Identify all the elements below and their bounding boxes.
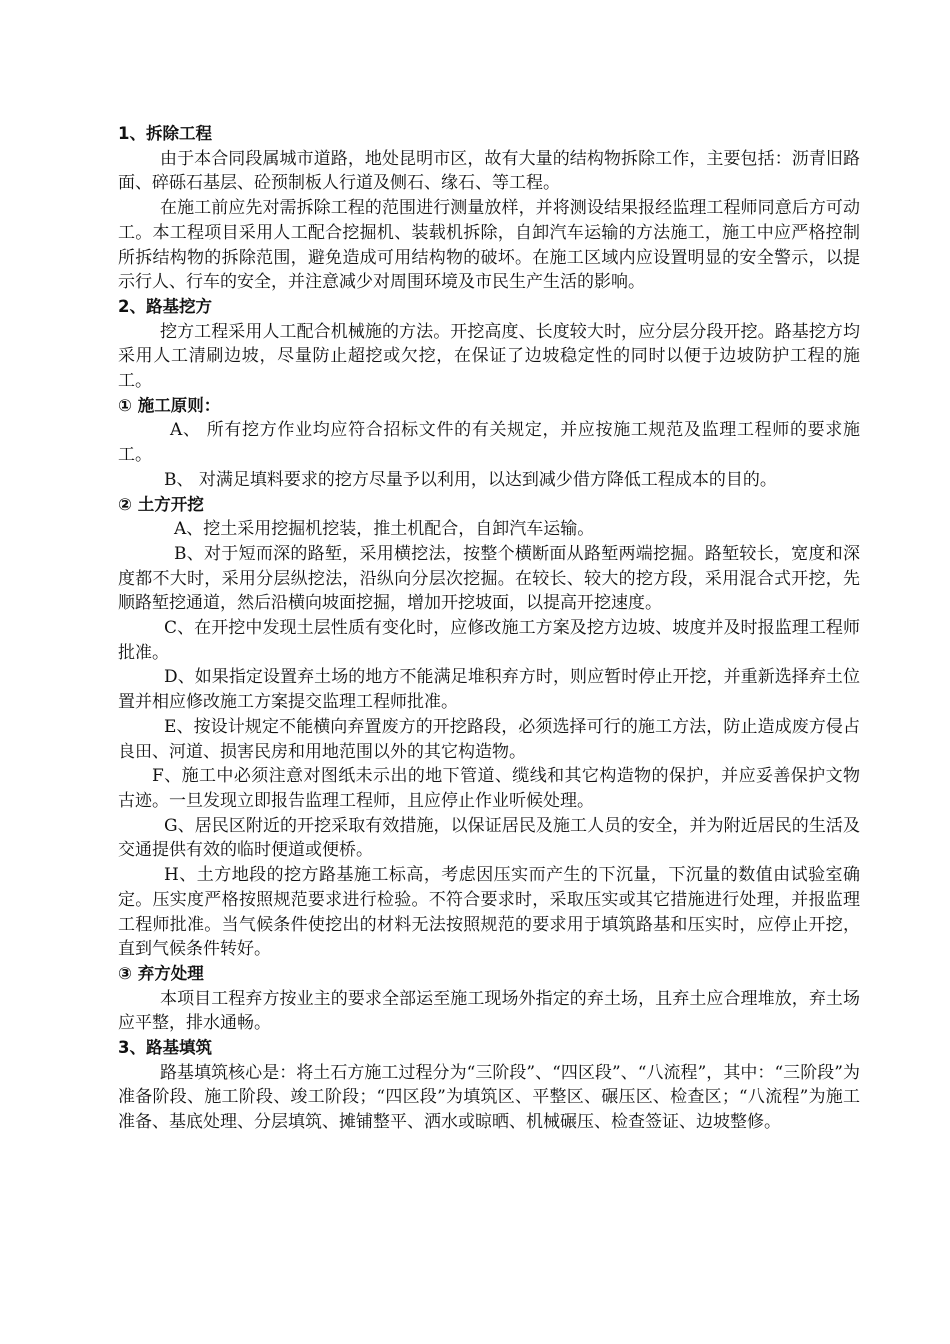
list-item: F、施工中必须注意对图纸未示出的地下管道、缆线和其它构造物的保护，并应妥善保护文物古迹。一旦发现立即报告监理工程师，且应停止作业听候处理。: [118, 766, 860, 811]
paragraph: 路基填筑核心是：将土石方施工过程分为“三阶段”、“四区段”、“八流程”，其中：“三阶段”为准备阶段、施工阶段、竣工阶段；“四区段”为填筑区、平整区、碾压区、检查区；“八流程”为施工准备、基底处理、分层填筑、摊铺整平、洒水或晾晒、机械碾压、检查签证、边坡整修。: [118, 1062, 860, 1133]
list-item: C、在开挖中发现土层性质有变化时，应修改施工方案及挖方边坡、坡度并及时报监理工程师批准。: [118, 618, 860, 663]
document-page: [118, 122, 860, 1135]
list-item: B、 对满足填料要求的挖方尽量予以利用，以达到减少借方降低工程成本的目的。: [164, 469, 777, 490]
subsection-heading: ③ 弃方处理: [118, 963, 204, 983]
list-item: D、如果指定设置弃土场的地方不能满足堆积弃方时，则应暂时停止开挖，并重新选择弃土位置并相应修改施工方案提交监理工程师批准。: [118, 667, 860, 713]
list-item: B、对于短而深的路堑，采用横挖法，按整个横断面从路堑两端挖掘。路堑较长，宽度和深度都不大时，采用分层纵挖法，沿纵向分层次挖掘。在较长、较大的挖方段，采用混合式开挖，先顺路堑挖通道，然后沿横向坡面挖掘，增加开挖坡面，以提高开挖速度。: [118, 543, 860, 614]
list-item: A、 所有挖方作业均应符合招标文件的有关规定，并应按施工规范及监理工程师的要求施工。: [118, 420, 860, 466]
section-heading: 1、拆除工程: [118, 124, 212, 143]
list-item: G、居民区附近的开挖采取有效措施，以保证居民及施工人员的安全，并为附近居民的生活及交通提供有效的临时便道或便桥。: [118, 815, 860, 861]
paragraph: 由于本合同段属城市道路，地处昆明市区，故有大量的结构物拆除工作，主要包括：沥青旧路面、碎砾石基层、砼预制板人行道及侧石、缘石、等工程。: [118, 148, 860, 194]
list-item: H、土方地段的挖方路基施工标高，考虑因压实而产生的下沉量，下沉量的数值由试验室确定。压实度严格按照规范要求进行检验。不符合要求时，采取压实或其它措施进行处理，并报监理工程师批准。当气候条件使挖出的材料无法按照规范的要求用于填筑路基和压实时，应停止开挖，直到气候条件转好。: [118, 865, 860, 960]
subsection-heading: ① 施工原则：: [118, 395, 221, 415]
paragraph: 在施工前应先对需拆除工程的范围进行测量放样，并将测设结果报经监理工程师同意后方可动工。本工程项目采用人工配合挖掘机、装载机拆除，自卸汽车运输的方法施工，施工中应严格控制所拆结构物的拆除范围，避免造成可用结构物的破坏。在施工区域内应设置明显的安全警示，以提示行人、行车的安全，并注意减少对周围环境及市民生产生活的影响。: [118, 198, 860, 293]
subsection-heading: ② 土方开挖: [118, 494, 204, 514]
paragraph: 挖方工程采用人工配合机械施的方法。开挖高度、长度较大时，应分层分段开挖。路基挖方均采用人工清刷边坡，尽量防止超挖或欠挖，在保证了边坡稳定性的同时以便于边坡防护工程的施工。: [118, 321, 860, 392]
list-item: A、挖土采用挖掘机挖装，推土机配合，自卸汽车运输。: [174, 519, 595, 540]
section-heading: 2、路基挖方: [118, 296, 212, 316]
section-heading: 3、路基填筑: [118, 1038, 212, 1058]
list-item: E、按设计规定不能横向弃置废方的开挖路段，必须选择可行的施工方法，防止造成废方侵占良田、河道、损害民房和用地范围以外的其它构造物。: [118, 716, 860, 762]
paragraph: 本项目工程弃方按业主的要求全部运至施工现场外指定的弃土场，且弃土应合理堆放，弃土场应平整，排水通畅。: [118, 988, 860, 1034]
